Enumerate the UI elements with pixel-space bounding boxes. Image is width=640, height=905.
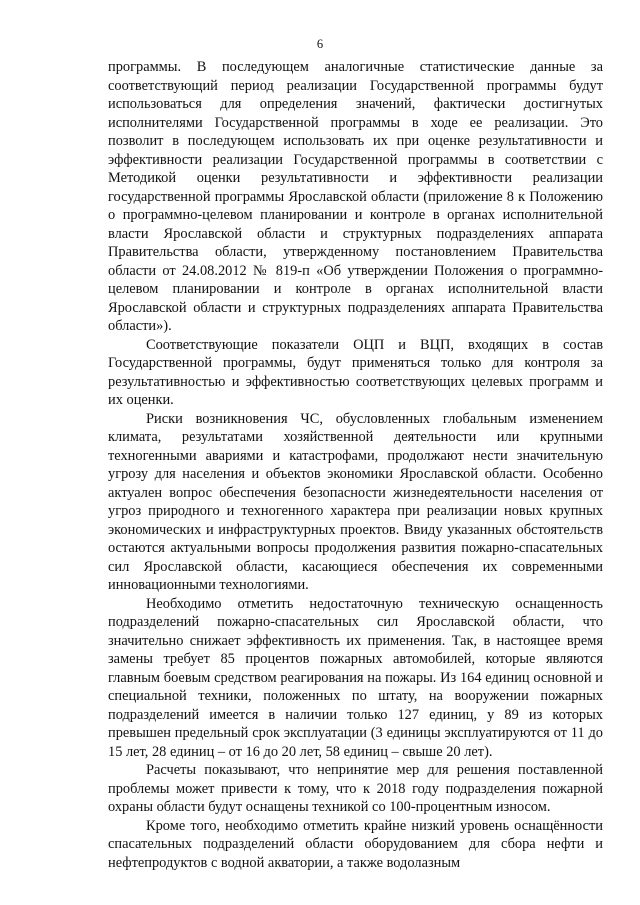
paragraph-continuation: программы. В последующем аналогичные статистические данные за соответствующий период реализации Государственной программы будут использоваться для определения значений, фактически достигнутых исполнителями Государственной программы в ходе ее реализации. Это позволит в последующем использовать их при оценке результативности и эффективности реализации Государственной программы в соответствии с Методикой оценки результативности и эффективности реализации государственной программы Ярославской области (приложение 8 к Положению о программно-целевом планировании и контроле в органах исполнительной власти Ярославской области и структурных подразделениях аппарата Правительства области, утвержденному постановлением Правительства области от 24.08.2012 № 819-п «Об утверждении Положения о программно-целевом планировании и контроле в органах исполнительной власти Ярославской области и структурных подразделениях аппарата Правительства области»). (108, 59, 603, 334)
page-number: 6 (316, 37, 324, 51)
paragraph-indicators: Соответствующие показатели ОЦП и ВЦП, входящих в состав Государственной программы, будут применяться только для контроля за результативностью и эффективностью соответствующих целевых программ и их оценки. (108, 336, 603, 408)
paragraph-emergency-risks: Риски возникновения ЧС, обусловленных глобальным изменением климата, результатами хозяйственной деятельности или крупными техногенными авариями и катастрофами, продолжают нести значительную угрозу для населения и объектов экономики Ярославской области. Особенно актуален вопрос обеспечения безопасности жизнедеятельности населения от угроз природного и техногенного характера при реализации новых крупных экономических и инфраструктурных проектов. Ввиду указанных обстоятельств остаются актуальными вопросы продолжения развития пожарно-спасательных сил Ярославской области, касающиеся обеспечения их современными инновационными технологиями. (108, 410, 603, 593)
document-body (108, 58, 603, 872)
paragraph-rescue-equipment: Кроме того, необходимо отметить крайне низкий уровень оснащённости спасательных подразделений области оборудованием для сбора нефти и нефтепродуктов с водной акватории, а также водолазным (108, 817, 603, 871)
paragraph-calculations: Расчеты показывают, что непринятие мер для решения поставленной проблемы может привести к тому, что к 2018 году подразделения пожарной охраны области будут оснащены техникой со 100-процентным износом. (108, 762, 603, 815)
paragraph-technical-equipment: Необходимо отметить недостаточную техническую оснащенность подразделений пожарно-спасательных сил Ярославской области, что значительно снижает эффективность их применения. Так, в настоящее время замены требует 85 процентов пожарных автомобилей, которые являются главным боевым средством реагирования на пожары. Из 164 единиц основной и специальной техники, положенных по штату, на вооружении пожарных подразделений имеется в наличии только 127 единиц, у 89 из которых превышен предельный срок эксплуатации (3 единицы эксплуатируются от 11 до 15 лет, 28 единиц – от 16 до 20 лет, 58 единиц – свыше 20 лет). (108, 595, 603, 760)
